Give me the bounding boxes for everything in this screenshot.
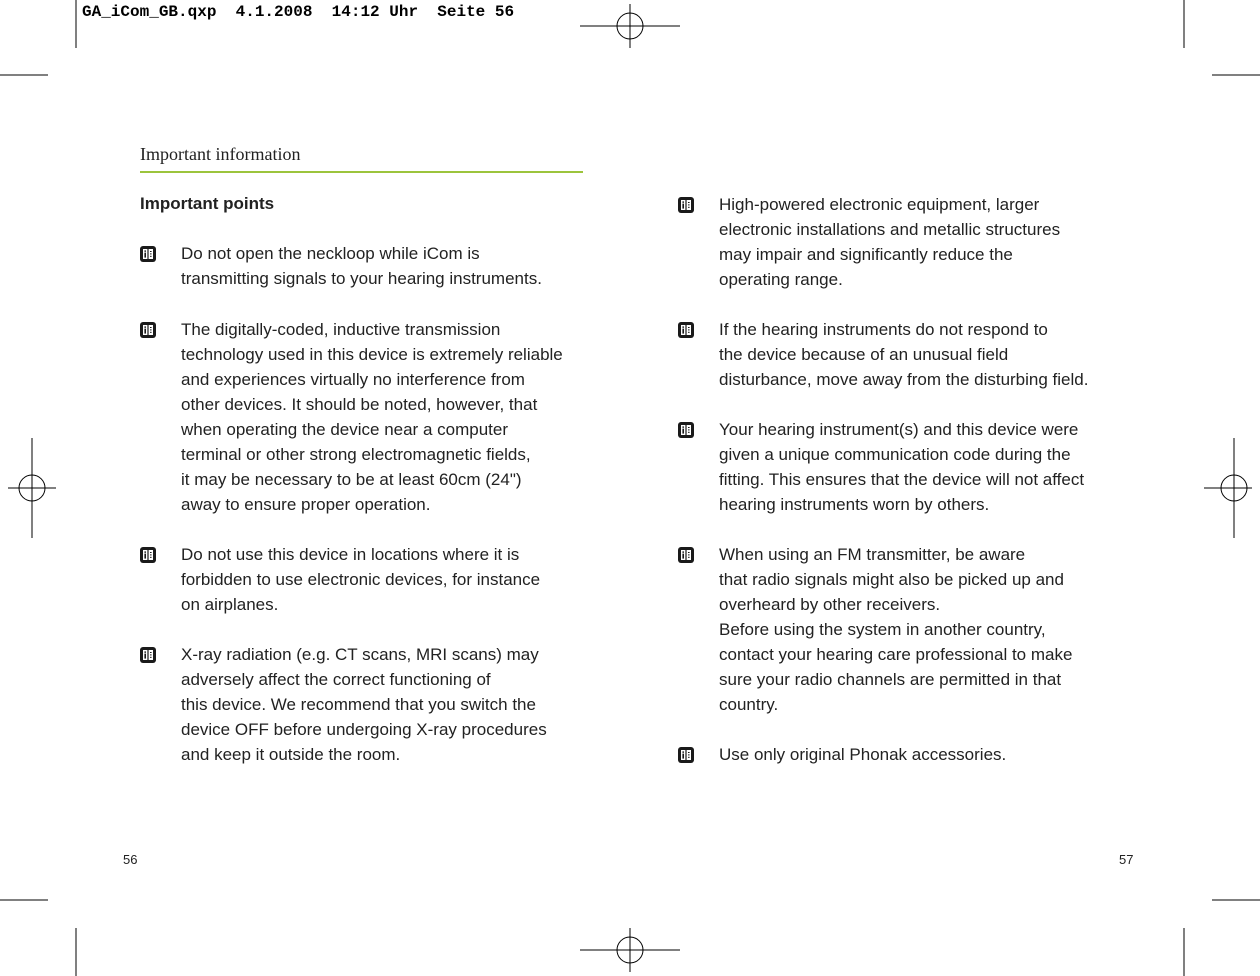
list-item (719, 192, 1149, 292)
item-text: When using an FM transmitter, be aware that radio signals might also be picked up and overheard by other receivers. Before using the system in another country, contact your hearing care professional to make sure your radio channels are permitted in that country. (719, 545, 1073, 714)
item-text: The digitally-coded, inductive transmission technology used in this device is extremely reliable and experiences virtually no interference from other devices. It should be noted, however, that when operating the device near a computer terminal or other strong electromagnetic fields, it may be necessary to be at least 60cm (24") away to ensure proper operation. (181, 320, 563, 514)
subheading: Important points (140, 194, 275, 213)
item-text: Do not open the neckloop while iCom is transmitting signals to your hearing instruments. (181, 244, 542, 288)
list-item (719, 542, 1149, 717)
item-text: Use only original Phonak accessories. (719, 745, 1007, 764)
info-book-icon (139, 546, 157, 564)
list-item (719, 417, 1149, 517)
info-book-icon (139, 321, 157, 339)
info-book-icon (139, 245, 157, 263)
list-item (181, 241, 601, 291)
file-slug: GA_iCom_GB.qxp 4.1.2008 14:12 Uhr Seite 56 (82, 3, 515, 21)
list-item (181, 317, 601, 517)
info-book-icon (677, 196, 695, 214)
info-book-icon (677, 421, 695, 439)
item-text: Do not use this device in locations where it is forbidden to use electronic devices, for instance on airplanes. (181, 545, 541, 614)
page-number-right: 57 (1119, 852, 1134, 867)
title-rule (140, 171, 583, 173)
item-text: If the hearing instruments do not respond to the device because of an unusual field disturbance, move away from the disturbing field. (719, 320, 1089, 389)
info-book-icon (677, 546, 695, 564)
page-number-left: 56 (123, 852, 138, 867)
item-text: High-powered electronic equipment, larger electronic installations and metallic structures may impair and significantly reduce the operating range. (719, 195, 1061, 289)
info-book-icon (677, 321, 695, 339)
list-item (719, 742, 1149, 767)
section-title: Important information (140, 144, 301, 164)
info-book-icon (139, 646, 157, 664)
item-text: Your hearing instrument(s) and this device were given a unique communication code during the fitting. This ensures that the device will not affect hearing instruments worn by others. (719, 420, 1085, 514)
list-item (719, 317, 1149, 392)
item-text: X-ray radiation (e.g. CT scans, MRI scans) may adversely affect the correct functioning of this device. We recommend that you switch the device OFF before undergoing X-ray procedures and keep it outside the room. (181, 645, 547, 764)
list-item (181, 642, 601, 767)
list-item (181, 542, 601, 617)
info-book-icon (677, 746, 695, 764)
